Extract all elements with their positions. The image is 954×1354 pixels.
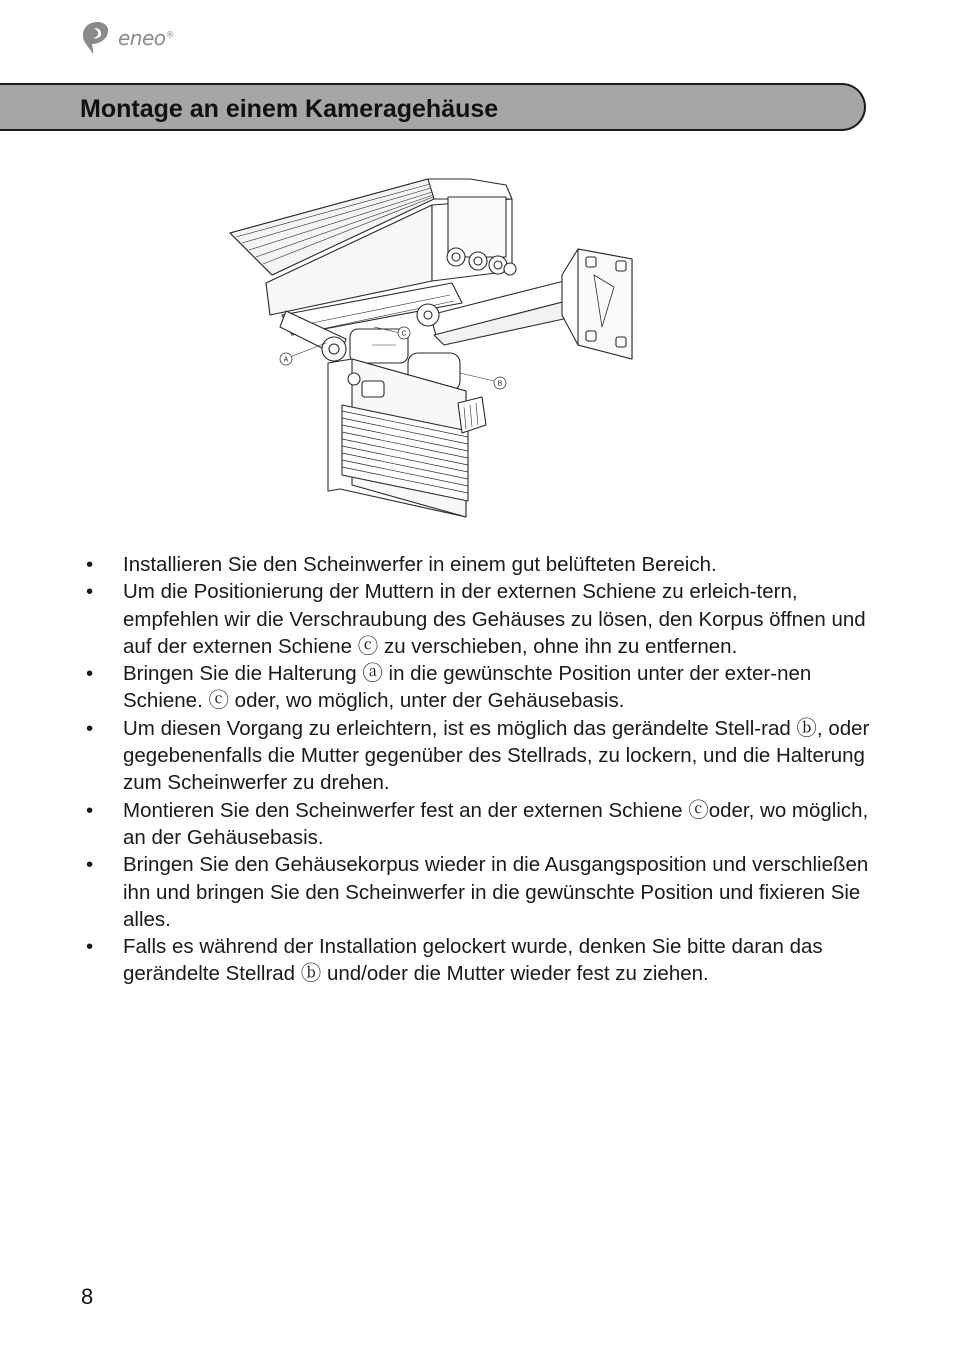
page-title: Montage an einem Kameragehäuse <box>80 95 499 123</box>
list-item: • Bringen Sie den Gehäusekorpus wieder in die Ausgangsposition und verschließen ihn und bringen Sie den Scheinwerfer in die gewünschte Position und fixieren Sie alles. <box>84 851 874 933</box>
list-item: • Installieren Sie den Scheinwerfer in einem gut belüfteten Bereich. <box>84 551 874 578</box>
eneo-logo-icon <box>80 20 114 56</box>
instruction-list <box>84 551 874 988</box>
logo-wordmark: eneo® <box>118 26 175 50</box>
list-item: • Falls es während der Installation gelockert wurde, denken Sie bitte daran das gerändelte Stellrad ⓑ und/oder die Mutter wieder fest zu ziehen. <box>84 933 874 988</box>
list-item: • Montieren Sie den Scheinwerfer fest an der externen Schiene ⓒoder, wo möglich, an der Gehäusebasis. <box>84 797 874 852</box>
callout-a-label: A <box>283 356 289 364</box>
page-number: 8 <box>81 1284 94 1309</box>
callout-b-label: B <box>497 380 503 388</box>
brand-logo <box>80 18 174 58</box>
list-item: • Bringen Sie die Halterung ⓐ in die gewünschte Position unter der exter-nen Schiene. ⓒ oder, wo möglich, unter der Gehäusebasis. <box>84 660 874 715</box>
list-item: • Um die Positionierung der Muttern in der externen Schiene zu erleich-tern, empfehlen wir die Verschraubung des Gehäuses zu lösen, den Korpus öffnen und auf der externen Schiene ⓒ zu verschieben, ohne ihn zu entfernen. <box>84 578 874 660</box>
list-item: • Um diesen Vorgang zu erleichtern, ist es möglich das gerändelte Stell-rad ⓑ, oder gegebenenfalls die Mutter gegenüber des Stellrads, zu lockern, und die Halterung zum Scheinwerfer zu drehen. <box>84 715 874 797</box>
callout-c-label: C <box>401 330 407 338</box>
section-title-bar <box>0 83 866 131</box>
mounting-diagram <box>222 175 642 525</box>
